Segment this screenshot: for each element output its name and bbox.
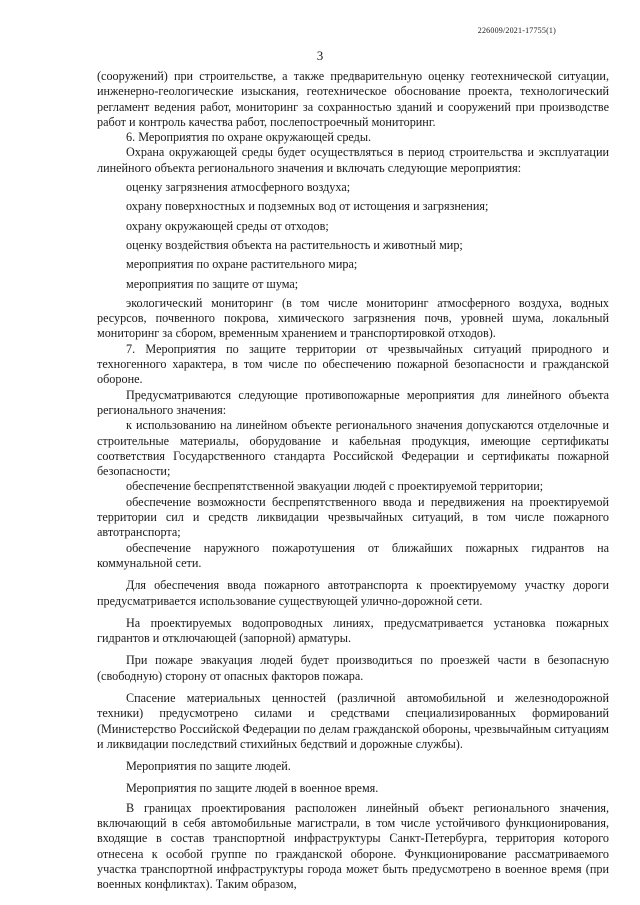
document-id: 226009/2021-17755(1) — [477, 26, 556, 35]
paragraph: Предусматриваются следующие противопожарные мероприятия для линейного объекта регионального значения: — [97, 387, 609, 417]
list-item: экологический мониторинг (в том числе мониторинг атмосферного воздуха, водных ресурсов, почвенного покрова, химического загрязнения почв, уровней шума, локальный мониторинг за сбором, временным хранением и транспортировкой отходов). — [97, 295, 609, 341]
list-item: охрану окружающей среды от отходов; — [126, 218, 329, 233]
list-item: мероприятия по охране растительного мира; — [126, 257, 358, 272]
list-item: мероприятия по защите от шума; — [126, 276, 299, 291]
section-heading: 7. Мероприятия по защите территории от чрезвычайных ситуаций природного и техногенного характера, в том числе по обеспечению пожарной безопасности и гражданской обороне. — [97, 341, 609, 387]
list-item: охрану поверхностных и подземных вод от истощения и загрязнения; — [126, 199, 489, 214]
document-body — [97, 69, 609, 893]
list-item: оценку загрязнения атмосферного воздуха; — [126, 180, 351, 195]
section-heading: 6. Мероприятия по охране окружающей среды. — [126, 130, 372, 145]
section-heading: Мероприятия по защите людей в военное время. — [126, 781, 379, 796]
list-item: оценку воздействия объекта на растительность и животный мир; — [126, 237, 463, 252]
list-item: к использованию на линейном объекте регионального значения допускаются отделочные и строительные материалы, оборудование и кабельная продукция, имеющие сертификаты соответствия Государственного стандарта Российской Федерации и сертификаты пожарной безопасности; — [97, 418, 609, 479]
paragraph: Спасение материальных ценностей (различной автомобильной и железнодорожной техники) предусмотрено силами и средствами специализированных формирований (Министерство Российской Федерации по делам гражданской обороны, чрезвычайным ситуациям и ликвидации последствий стихийных бедствий и дорожные службы). — [97, 690, 609, 751]
list-item: обеспечение наружного пожаротушения от ближайших пожарных гидрантов на коммунальной сети. — [97, 540, 609, 570]
list-item: обеспечение возможности беспрепятственного ввода и передвижения на проектируемой территории сил и средств ликвидации чрезвычайных ситуаций, в том числе пожарного автотранспорта; — [97, 494, 609, 540]
paragraph: При пожаре эвакуация людей будет производиться по проезжей части в безопасную (свободную) сторону от опасных факторов пожара. — [97, 653, 609, 683]
paragraph: В границах проектирования расположен линейный объект регионального значения, включающий в себя автомобильные магистрали, в том числе устойчивого функционирования, входящие в состав транспортной инфраструктуры Санкт-Петербурга, территория которого отнесена к особой группе по гражданской обороне. Функционирование рассматриваемого участка транспортной инфраструктуры города может быть предусмотрено в военное время (при военных конфликтах). Таким образом, — [97, 800, 609, 892]
paragraph: Охрана окружающей среды будет осуществляться в период строительства и эксплуатации линейного объекта регионального значения и включать следующие мероприятия: — [97, 145, 609, 175]
paragraph: На проектируемых водопроводных линиях, предусматривается установка пожарных гидрантов и отключающей (запорной) арматуры. — [97, 615, 609, 646]
list-item: обеспечение беспрепятственной эвакуации людей с проектируемой территории; — [126, 479, 544, 494]
section-heading: Мероприятия по защите людей. — [126, 759, 291, 774]
page-number: 3 — [316, 48, 324, 63]
paragraph: (сооружений) при строительстве, а также предварительную оценку геотехнической ситуации, инженерно-геологические изыскания, геотехническое обоснование проекта, технологический регламент ведения работ, мониторинг за сохранностью зданий и сооружений при производстве работ и контроль качества работ, послепостроечный мониторинг. — [97, 69, 609, 129]
paragraph: Для обеспечения ввода пожарного автотранспорта к проектируемому участку дороги предусматривается использование существующей улично-дорожной сети. — [97, 578, 609, 608]
